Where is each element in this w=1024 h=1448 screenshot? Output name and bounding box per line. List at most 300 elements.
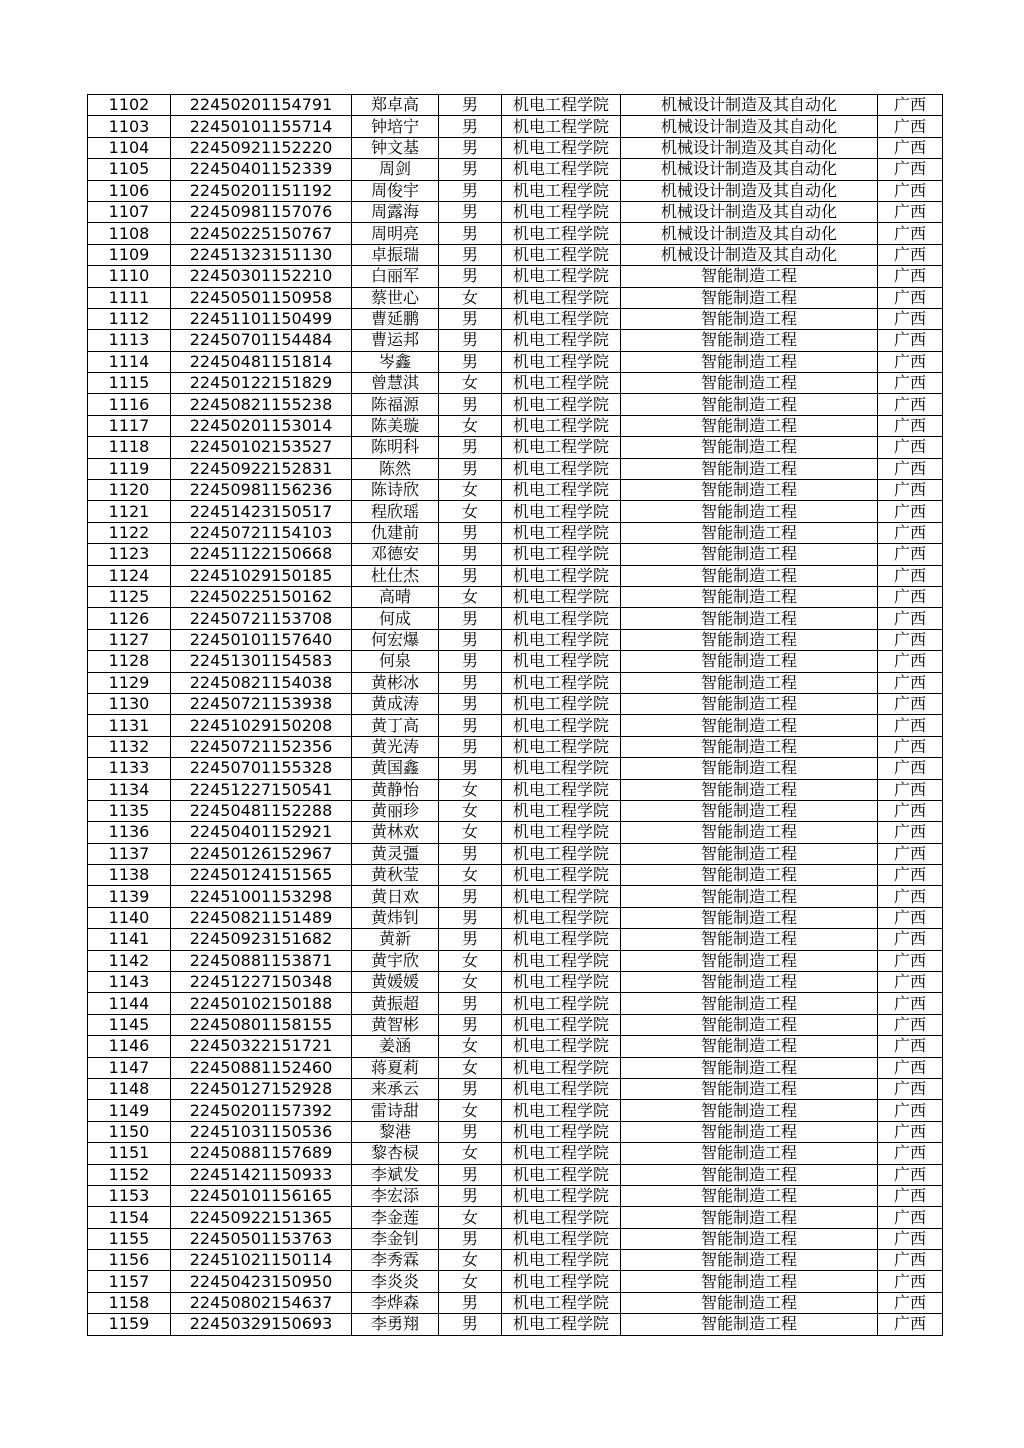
gender-cell: 男 bbox=[439, 522, 502, 543]
exam-id-cell: 22450201154791 bbox=[171, 95, 352, 116]
row-number-cell: 1124 bbox=[88, 565, 171, 586]
student-name-cell: 周露海 bbox=[352, 201, 439, 222]
province-cell: 广西 bbox=[878, 907, 943, 928]
student-name-cell: 黄秋莹 bbox=[352, 865, 439, 886]
major-cell: 智能制造工程 bbox=[621, 266, 878, 287]
college-cell: 机电工程学院 bbox=[502, 715, 621, 736]
row-number-cell: 1151 bbox=[88, 1143, 171, 1164]
student-name-cell: 李勇翔 bbox=[352, 1314, 439, 1335]
gender-cell: 男 bbox=[439, 159, 502, 180]
major-cell: 智能制造工程 bbox=[621, 1100, 878, 1121]
college-cell: 机电工程学院 bbox=[502, 822, 621, 843]
college-cell: 机电工程学院 bbox=[502, 330, 621, 351]
province-cell: 广西 bbox=[878, 950, 943, 971]
major-cell: 机械设计制造及其自动化 bbox=[621, 244, 878, 265]
row-number-cell: 1133 bbox=[88, 758, 171, 779]
gender-cell: 女 bbox=[439, 287, 502, 308]
student-name-cell: 黄彬冰 bbox=[352, 672, 439, 693]
gender-cell: 男 bbox=[439, 929, 502, 950]
table-row bbox=[88, 651, 943, 672]
row-number-cell: 1156 bbox=[88, 1250, 171, 1271]
major-cell: 智能制造工程 bbox=[621, 458, 878, 479]
exam-id-cell: 22450201151192 bbox=[171, 180, 352, 201]
exam-id-cell: 22451122150668 bbox=[171, 544, 352, 565]
province-cell: 广西 bbox=[878, 1314, 943, 1335]
table-row bbox=[88, 415, 943, 436]
student-name-cell: 黄丁高 bbox=[352, 715, 439, 736]
exam-id-cell: 22450881152460 bbox=[171, 1057, 352, 1078]
college-cell: 机电工程学院 bbox=[502, 1121, 621, 1142]
table-row bbox=[88, 1207, 943, 1228]
college-cell: 机电工程学院 bbox=[502, 159, 621, 180]
student-name-cell: 钟文基 bbox=[352, 137, 439, 158]
college-cell: 机电工程学院 bbox=[502, 1164, 621, 1185]
exam-id-cell: 22450721153938 bbox=[171, 693, 352, 714]
gender-cell: 女 bbox=[439, 972, 502, 993]
table-row bbox=[88, 373, 943, 394]
table-row bbox=[88, 1121, 943, 1142]
province-cell: 广西 bbox=[878, 137, 943, 158]
college-cell: 机电工程学院 bbox=[502, 1057, 621, 1078]
row-number-cell: 1145 bbox=[88, 1014, 171, 1035]
table-row bbox=[88, 565, 943, 586]
exam-id-cell: 22450127152928 bbox=[171, 1078, 352, 1099]
gender-cell: 男 bbox=[439, 758, 502, 779]
province-cell: 广西 bbox=[878, 1228, 943, 1249]
exam-id-cell: 22450322151721 bbox=[171, 1036, 352, 1057]
major-cell: 机械设计制造及其自动化 bbox=[621, 223, 878, 244]
exam-id-cell: 22450701154484 bbox=[171, 330, 352, 351]
major-cell: 智能制造工程 bbox=[621, 1121, 878, 1142]
exam-id-cell: 22450102150188 bbox=[171, 993, 352, 1014]
row-number-cell: 1146 bbox=[88, 1036, 171, 1057]
major-cell: 智能制造工程 bbox=[621, 287, 878, 308]
row-number-cell: 1147 bbox=[88, 1057, 171, 1078]
student-name-cell: 陈美璇 bbox=[352, 415, 439, 436]
major-cell: 智能制造工程 bbox=[621, 608, 878, 629]
table-row bbox=[88, 266, 943, 287]
gender-cell: 男 bbox=[439, 458, 502, 479]
exam-id-cell: 22450101157640 bbox=[171, 629, 352, 650]
province-cell: 广西 bbox=[878, 1014, 943, 1035]
student-name-cell: 黄宇欣 bbox=[352, 950, 439, 971]
gender-cell: 男 bbox=[439, 437, 502, 458]
row-number-cell: 1148 bbox=[88, 1078, 171, 1099]
gender-cell: 男 bbox=[439, 1121, 502, 1142]
student-name-cell: 白丽军 bbox=[352, 266, 439, 287]
college-cell: 机电工程学院 bbox=[502, 501, 621, 522]
province-cell: 广西 bbox=[878, 715, 943, 736]
major-cell: 智能制造工程 bbox=[621, 373, 878, 394]
major-cell: 智能制造工程 bbox=[621, 800, 878, 821]
table-row bbox=[88, 608, 943, 629]
gender-cell: 男 bbox=[439, 629, 502, 650]
province-cell: 广西 bbox=[878, 608, 943, 629]
table-row bbox=[88, 351, 943, 372]
table-row bbox=[88, 1057, 943, 1078]
student-name-cell: 陈明科 bbox=[352, 437, 439, 458]
exam-id-cell: 22451029150208 bbox=[171, 715, 352, 736]
college-cell: 机电工程学院 bbox=[502, 886, 621, 907]
student-name-cell: 周剑 bbox=[352, 159, 439, 180]
province-cell: 广西 bbox=[878, 159, 943, 180]
major-cell: 智能制造工程 bbox=[621, 415, 878, 436]
exam-id-cell: 22451301154583 bbox=[171, 651, 352, 672]
row-number-cell: 1150 bbox=[88, 1121, 171, 1142]
province-cell: 广西 bbox=[878, 116, 943, 137]
table-row bbox=[88, 929, 943, 950]
exam-id-cell: 22450201157392 bbox=[171, 1100, 352, 1121]
table-row bbox=[88, 950, 943, 971]
row-number-cell: 1131 bbox=[88, 715, 171, 736]
college-cell: 机电工程学院 bbox=[502, 1036, 621, 1057]
row-number-cell: 1159 bbox=[88, 1314, 171, 1335]
college-cell: 机电工程学院 bbox=[502, 907, 621, 928]
major-cell: 智能制造工程 bbox=[621, 822, 878, 843]
major-cell: 智能制造工程 bbox=[621, 501, 878, 522]
table-row bbox=[88, 800, 943, 821]
exam-id-cell: 22450881153871 bbox=[171, 950, 352, 971]
gender-cell: 男 bbox=[439, 394, 502, 415]
row-number-cell: 1112 bbox=[88, 308, 171, 329]
row-number-cell: 1144 bbox=[88, 993, 171, 1014]
table-row bbox=[88, 458, 943, 479]
table-row bbox=[88, 972, 943, 993]
gender-cell: 女 bbox=[439, 586, 502, 607]
student-name-cell: 姜涵 bbox=[352, 1036, 439, 1057]
gender-cell: 男 bbox=[439, 201, 502, 222]
province-cell: 广西 bbox=[878, 1185, 943, 1206]
table-row bbox=[88, 886, 943, 907]
gender-cell: 男 bbox=[439, 693, 502, 714]
exam-id-cell: 22450821151489 bbox=[171, 907, 352, 928]
table-row bbox=[88, 736, 943, 757]
student-name-cell: 黄振超 bbox=[352, 993, 439, 1014]
college-cell: 机电工程学院 bbox=[502, 972, 621, 993]
province-cell: 广西 bbox=[878, 1057, 943, 1078]
student-name-cell: 蔡世心 bbox=[352, 287, 439, 308]
province-cell: 广西 bbox=[878, 201, 943, 222]
exam-id-cell: 22450225150162 bbox=[171, 586, 352, 607]
student-name-cell: 周明亮 bbox=[352, 223, 439, 244]
gender-cell: 男 bbox=[439, 244, 502, 265]
exam-id-cell: 22450923151682 bbox=[171, 929, 352, 950]
row-number-cell: 1110 bbox=[88, 266, 171, 287]
gender-cell: 男 bbox=[439, 180, 502, 201]
row-number-cell: 1127 bbox=[88, 629, 171, 650]
student-name-cell: 何宏爆 bbox=[352, 629, 439, 650]
row-number-cell: 1157 bbox=[88, 1271, 171, 1292]
province-cell: 广西 bbox=[878, 651, 943, 672]
college-cell: 机电工程学院 bbox=[502, 843, 621, 864]
gender-cell: 男 bbox=[439, 715, 502, 736]
row-number-cell: 1142 bbox=[88, 950, 171, 971]
row-number-cell: 1140 bbox=[88, 907, 171, 928]
college-cell: 机电工程学院 bbox=[502, 522, 621, 543]
major-cell: 智能制造工程 bbox=[621, 1207, 878, 1228]
row-number-cell: 1134 bbox=[88, 779, 171, 800]
province-cell: 广西 bbox=[878, 1100, 943, 1121]
major-cell: 智能制造工程 bbox=[621, 950, 878, 971]
exam-id-cell: 22451421150933 bbox=[171, 1164, 352, 1185]
row-number-cell: 1137 bbox=[88, 843, 171, 864]
exam-id-cell: 22450821155238 bbox=[171, 394, 352, 415]
row-number-cell: 1128 bbox=[88, 651, 171, 672]
major-cell: 智能制造工程 bbox=[621, 865, 878, 886]
gender-cell: 男 bbox=[439, 993, 502, 1014]
row-number-cell: 1105 bbox=[88, 159, 171, 180]
student-name-cell: 卓振瑞 bbox=[352, 244, 439, 265]
exam-id-cell: 22451227150348 bbox=[171, 972, 352, 993]
college-cell: 机电工程学院 bbox=[502, 137, 621, 158]
row-number-cell: 1117 bbox=[88, 415, 171, 436]
table-row bbox=[88, 1078, 943, 1099]
major-cell: 智能制造工程 bbox=[621, 929, 878, 950]
student-name-cell: 程欣瑶 bbox=[352, 501, 439, 522]
student-name-cell: 岑鑫 bbox=[352, 351, 439, 372]
gender-cell: 男 bbox=[439, 651, 502, 672]
gender-cell: 女 bbox=[439, 1143, 502, 1164]
exam-id-cell: 22451323151130 bbox=[171, 244, 352, 265]
major-cell: 智能制造工程 bbox=[621, 480, 878, 501]
row-number-cell: 1106 bbox=[88, 180, 171, 201]
major-cell: 智能制造工程 bbox=[621, 1250, 878, 1271]
college-cell: 机电工程学院 bbox=[502, 779, 621, 800]
gender-cell: 男 bbox=[439, 1314, 502, 1335]
row-number-cell: 1129 bbox=[88, 672, 171, 693]
province-cell: 广西 bbox=[878, 929, 943, 950]
student-name-cell: 李斌发 bbox=[352, 1164, 439, 1185]
college-cell: 机电工程学院 bbox=[502, 373, 621, 394]
major-cell: 智能制造工程 bbox=[621, 1014, 878, 1035]
province-cell: 广西 bbox=[878, 865, 943, 886]
exam-id-cell: 22450225150767 bbox=[171, 223, 352, 244]
student-name-cell: 雷诗甜 bbox=[352, 1100, 439, 1121]
gender-cell: 女 bbox=[439, 779, 502, 800]
row-number-cell: 1121 bbox=[88, 501, 171, 522]
province-cell: 广西 bbox=[878, 843, 943, 864]
major-cell: 机械设计制造及其自动化 bbox=[621, 95, 878, 116]
row-number-cell: 1139 bbox=[88, 886, 171, 907]
exam-id-cell: 22450802154637 bbox=[171, 1292, 352, 1313]
college-cell: 机电工程学院 bbox=[502, 1100, 621, 1121]
table-row bbox=[88, 672, 943, 693]
major-cell: 机械设计制造及其自动化 bbox=[621, 180, 878, 201]
student-name-cell: 黄灵彊 bbox=[352, 843, 439, 864]
college-cell: 机电工程学院 bbox=[502, 865, 621, 886]
table-row bbox=[88, 201, 943, 222]
row-number-cell: 1109 bbox=[88, 244, 171, 265]
major-cell: 智能制造工程 bbox=[621, 736, 878, 757]
college-cell: 机电工程学院 bbox=[502, 1292, 621, 1313]
table-row bbox=[88, 1143, 943, 1164]
table-row bbox=[88, 715, 943, 736]
college-cell: 机电工程学院 bbox=[502, 480, 621, 501]
major-cell: 智能制造工程 bbox=[621, 1036, 878, 1057]
exam-id-cell: 22450881157689 bbox=[171, 1143, 352, 1164]
major-cell: 智能制造工程 bbox=[621, 1185, 878, 1206]
row-number-cell: 1113 bbox=[88, 330, 171, 351]
row-number-cell: 1154 bbox=[88, 1207, 171, 1228]
gender-cell: 女 bbox=[439, 1207, 502, 1228]
gender-cell: 男 bbox=[439, 1228, 502, 1249]
province-cell: 广西 bbox=[878, 586, 943, 607]
college-cell: 机电工程学院 bbox=[502, 1250, 621, 1271]
table-row bbox=[88, 1185, 943, 1206]
student-name-cell: 李金钊 bbox=[352, 1228, 439, 1249]
gender-cell: 男 bbox=[439, 736, 502, 757]
college-cell: 机电工程学院 bbox=[502, 565, 621, 586]
gender-cell: 男 bbox=[439, 330, 502, 351]
student-name-cell: 何泉 bbox=[352, 651, 439, 672]
major-cell: 机械设计制造及其自动化 bbox=[621, 159, 878, 180]
major-cell: 机械设计制造及其自动化 bbox=[621, 201, 878, 222]
table-row bbox=[88, 907, 943, 928]
college-cell: 机电工程学院 bbox=[502, 1271, 621, 1292]
major-cell: 智能制造工程 bbox=[621, 1271, 878, 1292]
student-name-cell: 黄光涛 bbox=[352, 736, 439, 757]
major-cell: 智能制造工程 bbox=[621, 394, 878, 415]
gender-cell: 女 bbox=[439, 1057, 502, 1078]
student-name-cell: 仇建前 bbox=[352, 522, 439, 543]
exam-id-cell: 22451029150185 bbox=[171, 565, 352, 586]
major-cell: 智能制造工程 bbox=[621, 1314, 878, 1335]
table-row bbox=[88, 1271, 943, 1292]
major-cell: 机械设计制造及其自动化 bbox=[621, 137, 878, 158]
row-number-cell: 1122 bbox=[88, 522, 171, 543]
row-number-cell: 1126 bbox=[88, 608, 171, 629]
table-row bbox=[88, 843, 943, 864]
exam-id-cell: 22450821154038 bbox=[171, 672, 352, 693]
college-cell: 机电工程学院 bbox=[502, 437, 621, 458]
gender-cell: 女 bbox=[439, 1100, 502, 1121]
college-cell: 机电工程学院 bbox=[502, 672, 621, 693]
major-cell: 智能制造工程 bbox=[621, 651, 878, 672]
province-cell: 广西 bbox=[878, 544, 943, 565]
table-row bbox=[88, 1228, 943, 1249]
table-row bbox=[88, 287, 943, 308]
exam-id-cell: 22450501150958 bbox=[171, 287, 352, 308]
exam-id-cell: 22450481151814 bbox=[171, 351, 352, 372]
row-number-cell: 1153 bbox=[88, 1185, 171, 1206]
province-cell: 广西 bbox=[878, 886, 943, 907]
major-cell: 智能制造工程 bbox=[621, 886, 878, 907]
gender-cell: 女 bbox=[439, 822, 502, 843]
gender-cell: 男 bbox=[439, 1164, 502, 1185]
exam-id-cell: 22450401152339 bbox=[171, 159, 352, 180]
major-cell: 智能制造工程 bbox=[621, 993, 878, 1014]
student-name-cell: 黄智彬 bbox=[352, 1014, 439, 1035]
gender-cell: 男 bbox=[439, 137, 502, 158]
exam-id-cell: 22450981156236 bbox=[171, 480, 352, 501]
major-cell: 智能制造工程 bbox=[621, 693, 878, 714]
student-name-cell: 黎港 bbox=[352, 1121, 439, 1142]
major-cell: 智能制造工程 bbox=[621, 758, 878, 779]
province-cell: 广西 bbox=[878, 501, 943, 522]
province-cell: 广西 bbox=[878, 1121, 943, 1142]
exam-id-cell: 22451031150536 bbox=[171, 1121, 352, 1142]
college-cell: 机电工程学院 bbox=[502, 1078, 621, 1099]
college-cell: 机电工程学院 bbox=[502, 180, 621, 201]
student-name-cell: 陈福源 bbox=[352, 394, 439, 415]
student-name-cell: 何成 bbox=[352, 608, 439, 629]
college-cell: 机电工程学院 bbox=[502, 1014, 621, 1035]
exam-id-cell: 22450481152288 bbox=[171, 800, 352, 821]
gender-cell: 男 bbox=[439, 95, 502, 116]
gender-cell: 男 bbox=[439, 1292, 502, 1313]
table-row bbox=[88, 586, 943, 607]
row-number-cell: 1123 bbox=[88, 544, 171, 565]
province-cell: 广西 bbox=[878, 1250, 943, 1271]
table-row bbox=[88, 693, 943, 714]
college-cell: 机电工程学院 bbox=[502, 351, 621, 372]
student-name-cell: 黄林欢 bbox=[352, 822, 439, 843]
table-row bbox=[88, 244, 943, 265]
table-row bbox=[88, 1100, 943, 1121]
major-cell: 智能制造工程 bbox=[621, 907, 878, 928]
student-name-cell: 黄成涛 bbox=[352, 693, 439, 714]
gender-cell: 男 bbox=[439, 565, 502, 586]
student-name-cell: 郑卓高 bbox=[352, 95, 439, 116]
province-cell: 广西 bbox=[878, 437, 943, 458]
exam-id-cell: 22450721152356 bbox=[171, 736, 352, 757]
exam-id-cell: 22450921152220 bbox=[171, 137, 352, 158]
province-cell: 广西 bbox=[878, 266, 943, 287]
province-cell: 广西 bbox=[878, 822, 943, 843]
row-number-cell: 1102 bbox=[88, 95, 171, 116]
exam-id-cell: 22450101156165 bbox=[171, 1185, 352, 1206]
row-number-cell: 1114 bbox=[88, 351, 171, 372]
province-cell: 广西 bbox=[878, 244, 943, 265]
gender-cell: 男 bbox=[439, 1078, 502, 1099]
student-list-table bbox=[87, 94, 943, 1336]
table-row bbox=[88, 223, 943, 244]
college-cell: 机电工程学院 bbox=[502, 95, 621, 116]
student-name-cell: 李炎炎 bbox=[352, 1271, 439, 1292]
gender-cell: 男 bbox=[439, 608, 502, 629]
gender-cell: 男 bbox=[439, 1014, 502, 1035]
student-name-cell: 曹延鹏 bbox=[352, 308, 439, 329]
major-cell: 智能制造工程 bbox=[621, 308, 878, 329]
table-row bbox=[88, 137, 943, 158]
college-cell: 机电工程学院 bbox=[502, 608, 621, 629]
college-cell: 机电工程学院 bbox=[502, 1228, 621, 1249]
student-name-cell: 杜仕杰 bbox=[352, 565, 439, 586]
student-name-cell: 黄炜钊 bbox=[352, 907, 439, 928]
exam-id-cell: 22450721154103 bbox=[171, 522, 352, 543]
exam-id-cell: 22450301152210 bbox=[171, 266, 352, 287]
gender-cell: 女 bbox=[439, 950, 502, 971]
table-row bbox=[88, 544, 943, 565]
major-cell: 智能制造工程 bbox=[621, 565, 878, 586]
table-row bbox=[88, 1164, 943, 1185]
exam-id-cell: 22450922151365 bbox=[171, 1207, 352, 1228]
table-row bbox=[88, 116, 943, 137]
province-cell: 广西 bbox=[878, 95, 943, 116]
province-cell: 广西 bbox=[878, 565, 943, 586]
table-row bbox=[88, 437, 943, 458]
college-cell: 机电工程学院 bbox=[502, 651, 621, 672]
province-cell: 广西 bbox=[878, 758, 943, 779]
student-name-cell: 蒋夏莉 bbox=[352, 1057, 439, 1078]
gender-cell: 男 bbox=[439, 886, 502, 907]
major-cell: 智能制造工程 bbox=[621, 1292, 878, 1313]
exam-id-cell: 22450102153527 bbox=[171, 437, 352, 458]
table-row bbox=[88, 95, 943, 116]
student-name-cell: 黄日欢 bbox=[352, 886, 439, 907]
college-cell: 机电工程学院 bbox=[502, 266, 621, 287]
major-cell: 智能制造工程 bbox=[621, 1078, 878, 1099]
